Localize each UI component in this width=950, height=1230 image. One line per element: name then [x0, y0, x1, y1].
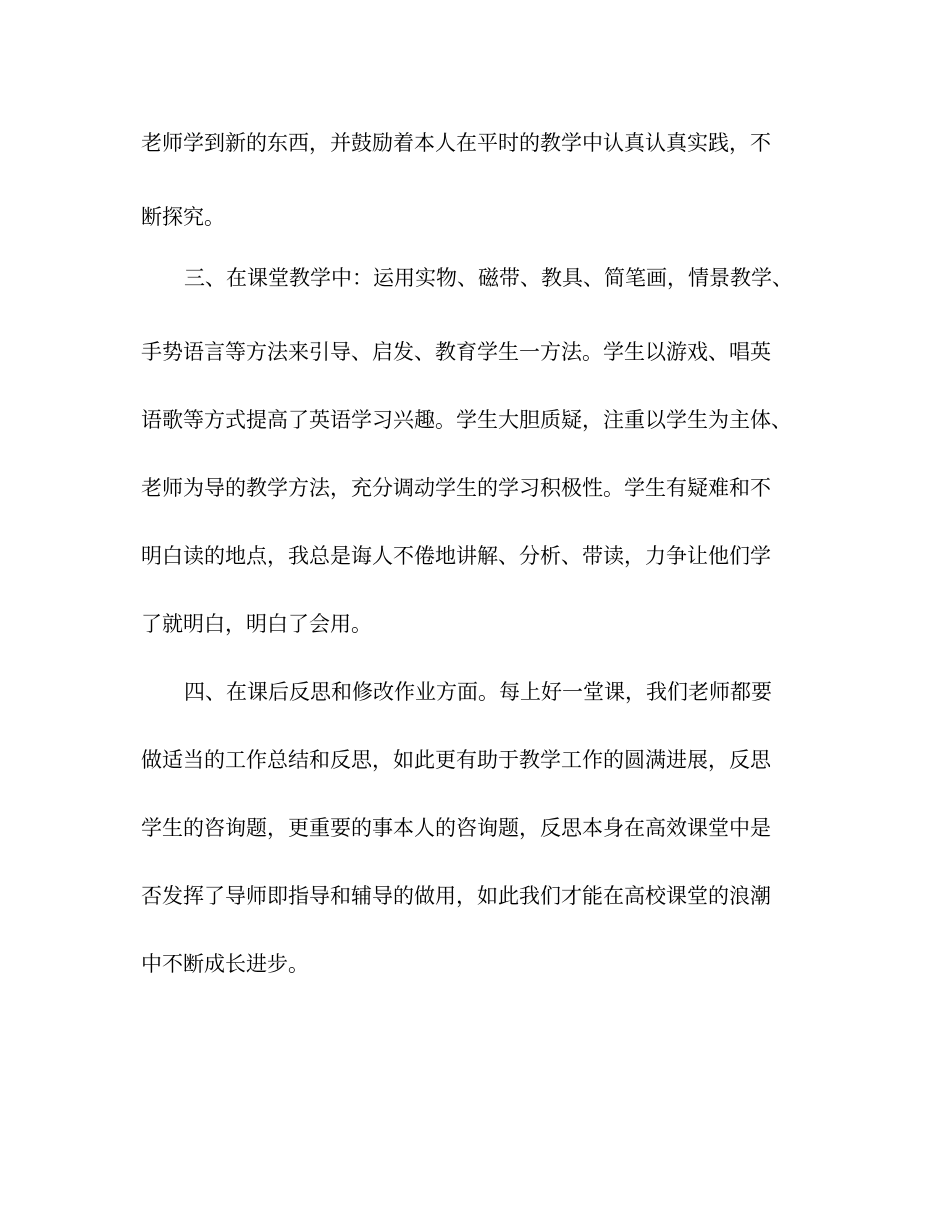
- paragraph-3-line-4: 老师为导的教学方法，充分调动学生的学习积极性。学生有疑难和不: [141, 476, 771, 500]
- text-line-1: 老师学到新的东西，并鼓励着本人在平时的教学中认真认真实践，不: [141, 131, 771, 155]
- paragraph-3-line-6: 了就明白，明白了会用。: [141, 612, 372, 636]
- text-line-2: 断探究。: [141, 205, 225, 229]
- paragraph-4-line-2: 做适当的工作总结和反思，如此更有助于教学工作的圆满进展，反思: [141, 748, 771, 772]
- paragraph-3-line-2: 手势语言等方法来引导、启发、教育学生一方法。学生以游戏、唱英: [141, 340, 771, 364]
- paragraph-3-line-5: 明白读的地点，我总是诲人不倦地讲解、分析、带读，力争让他们学: [141, 544, 771, 568]
- paragraph-4-line-1: 四、在课后反思和修改作业方面。每上好一堂课，我们老师都要: [184, 680, 772, 704]
- paragraph-3-line-3: 语歌等方式提高了英语学习兴趣。学生大胆质疑，注重以学生为主体、: [141, 408, 792, 432]
- paragraph-4-line-3: 学生的咨询题，更重要的事本人的咨询题，反思本身在高效课堂中是: [141, 816, 771, 840]
- paragraph-3-line-1: 三、在课堂教学中：运用实物、磁带、教具、简笔画，情景教学、: [184, 266, 793, 290]
- paragraph-4-line-5: 中不断成长进步。: [141, 952, 309, 976]
- paragraph-4-line-4: 否发挥了导师即指导和辅导的做用，如此我们才能在高校课堂的浪潮: [141, 884, 771, 908]
